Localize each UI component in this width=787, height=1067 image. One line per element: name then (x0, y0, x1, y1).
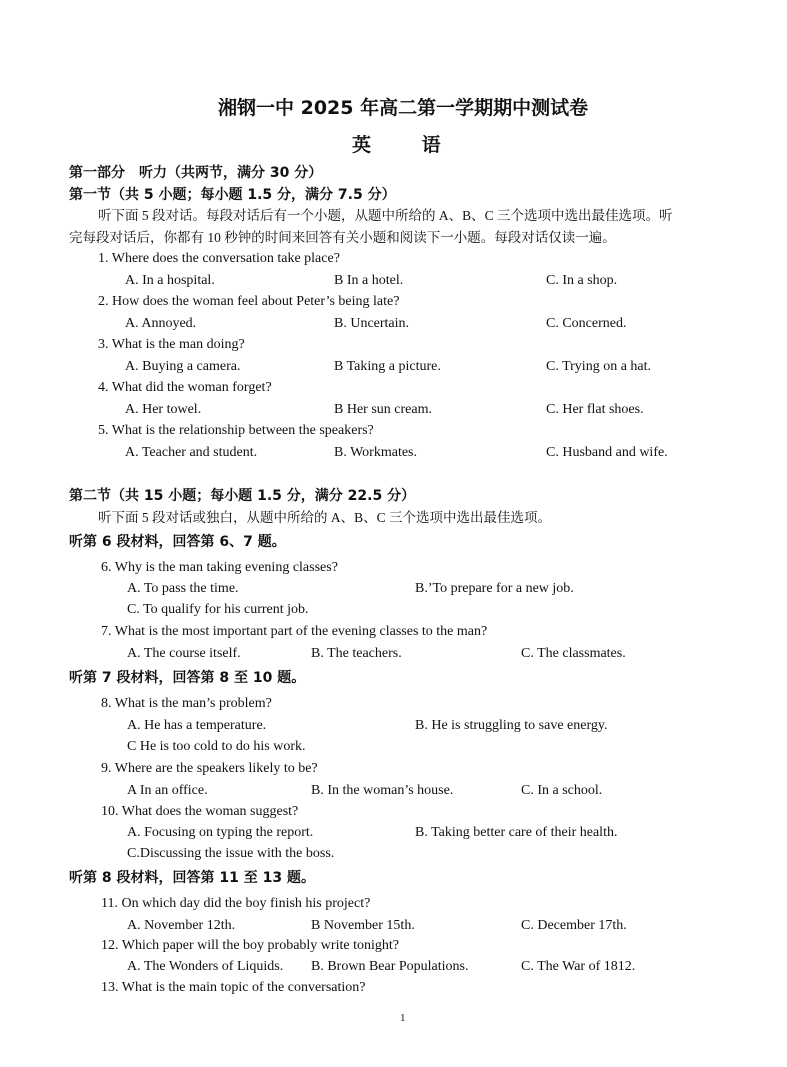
q11-option-a: A. November 12th. (127, 918, 236, 933)
material-6-heading: 听第 6 段材料，回答第 6、7 题。 (69, 534, 286, 550)
q1-option-c: C. In a shop. (546, 273, 618, 288)
q6-option-a: A. To pass the time. (127, 581, 239, 596)
q9-option-c: C. In a school. (521, 783, 603, 798)
q2-option-b: B. Uncertain. (334, 316, 410, 331)
q4-option-b: B Her sun cream. (334, 402, 432, 417)
q2-option-c: C. Concerned. (546, 316, 627, 331)
question-12: 12. Which paper will the boy probably write tonight? (101, 938, 399, 953)
q8-option-c: C He is too cold to do his work. (127, 739, 306, 754)
q6-option-b: B.’To prepare for a new job. (415, 581, 574, 596)
q7-option-b: B. The teachers. (311, 646, 402, 661)
q11-option-c: C. December 17th. (521, 918, 627, 933)
q4-option-a: A. Her towel. (125, 402, 202, 417)
q1-option-b: B In a hotel. (334, 273, 404, 288)
question-7: 7. What is the most important part of the evening classes to the man? (101, 624, 488, 639)
q9-option-b: B. In the woman’s house. (311, 783, 454, 798)
q12-option-c: C. The War of 1812. (521, 959, 636, 974)
question-11: 11. On which day did the boy finish his project? (101, 896, 371, 911)
q6-option-c: C. To qualify for his current job. (127, 602, 309, 617)
q3-option-b: B Taking a picture. (334, 359, 441, 374)
q5-option-b: B. Workmates. (334, 445, 417, 460)
q12-option-a: A. The Wonders of Liquids. (127, 959, 284, 974)
q5-option-a: A. Teacher and student. (125, 445, 258, 460)
q8-option-a: A. He has a temperature. (127, 718, 267, 733)
section2-instruction: 听下面 5 段对话或独白，从题中所给的 A、B、C 三个选项中选出最佳选项。 (98, 510, 552, 525)
question-10: 10. What does the woman suggest? (101, 804, 299, 819)
section2-heading: 第二节（共 15 小题；每小题 1.5 分，满分 22.5 分） (69, 488, 416, 504)
exam-title: 湘钢一中 2025 年高二第一学期期中测试卷 (218, 97, 589, 119)
q5-option-c: C. Husband and wife. (546, 445, 668, 460)
q4-option-c: C. Her flat shoes. (546, 402, 644, 417)
q12-option-b: B. Brown Bear Populations. (311, 959, 469, 974)
question-2: 2. How does the woman feel about Peter’s being late? (98, 294, 400, 309)
q10-option-c: C.Discussing the issue with the boss. (127, 846, 335, 861)
question-5: 5. What is the relationship between the speakers? (98, 423, 374, 438)
question-1: 1. Where does the conversation take place? (98, 251, 340, 266)
q8-option-b: B. He is struggling to save energy. (415, 718, 608, 733)
q10-option-a: A. Focusing on typing the report. (127, 825, 314, 840)
q3-option-a: A. Buying a camera. (125, 359, 241, 374)
subject-title: 英 语 (352, 134, 463, 156)
section1-heading: 第一节（共 5 小题；每小题 1.5 分，满分 7.5 分） (69, 187, 396, 203)
page-number: 1 (400, 1012, 406, 1024)
part1-heading: 第一部分 听力（共两节，满分 30 分） (69, 165, 323, 181)
q1-option-a: A. In a hospital. (125, 273, 215, 288)
question-4: 4. What did the woman forget? (98, 380, 272, 395)
material-8-heading: 听第 8 段材料，回答第 11 至 13 题。 (69, 870, 315, 886)
q2-option-a: A. Annoyed. (125, 316, 197, 331)
question-13: 13. What is the main topic of the conversation? (101, 980, 366, 995)
q10-option-b: B. Taking better care of their health. (415, 825, 618, 840)
section1-instruction-cont: 完每段对话后，你都有 10 秒钟的时间来回答有关小题和阅读下一小题。每段对话仅读一遍。 (69, 230, 616, 245)
question-6: 6. Why is the man taking evening classes? (101, 560, 338, 575)
q11-option-b: B November 15th. (311, 918, 415, 933)
q9-option-a: A In an office. (127, 783, 208, 798)
question-3: 3. What is the man doing? (98, 337, 245, 352)
question-8: 8. What is the man’s problem? (101, 696, 272, 711)
section1-instruction: 听下面 5 段对话。每段对话后有一个小题，从题中所给的 A、B、C 三个选项中选出最佳选项。听 (98, 208, 673, 223)
q3-option-c: C. Trying on a hat. (546, 359, 652, 374)
q7-option-a: A. The course itself. (127, 646, 241, 661)
material-7-heading: 听第 7 段材料，回答第 8 至 10 题。 (69, 670, 306, 686)
question-9: 9. Where are the speakers likely to be? (101, 761, 318, 776)
q7-option-c: C. The classmates. (521, 646, 626, 661)
